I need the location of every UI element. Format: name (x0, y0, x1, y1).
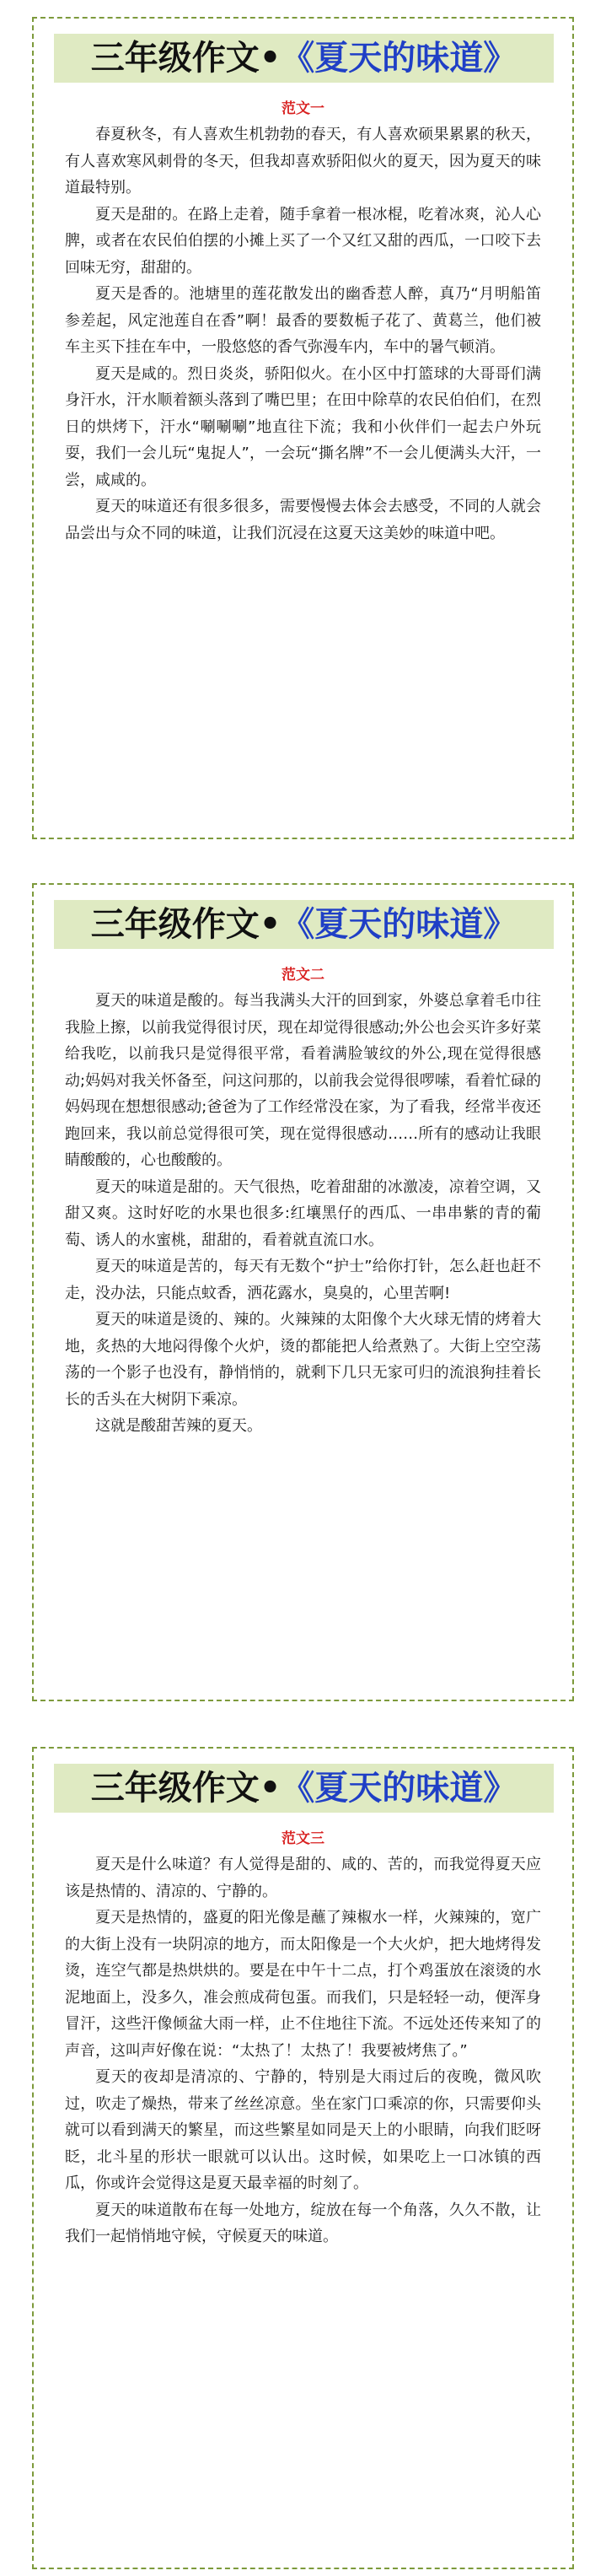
paragraph: 这就是酸甜苦辣的夏天。 (95, 1417, 262, 1435)
essay-label: 范文二 (282, 967, 324, 984)
paragraph: 春夏秋冬，有人喜欢生机勃勃的春天，有人喜欢硕果累累的秋天，有人喜欢寒风刺骨的冬天，但我却喜欢骄阳似火的夏天，因为夏天的味道最特别。 (65, 126, 541, 197)
title-prefix: 三年级作文• (90, 39, 282, 78)
essay-card-3 (32, 1747, 574, 2569)
essay-body (65, 988, 541, 1440)
paragraph: 夏天是热情的，盛夏的阳光像是蘸了辣椒水一样，火辣辣的，宽广的大街上没有一块阴凉的地方，而太阳像是一个大火炉，把大地烤得发烫，连空气都是热烘烘的。要是在中午十二点，打个鸡蛋放在滚烫的水泥地面上，没多久，准会煎成荷包蛋。而我们，只是轻轻一动，便浑身冒汗，这些汗像倾盆大雨一样，止不住地往下流。不远处还传来知了的声音，这叫声好像在说：“太热了！太热了！我要被烤焦了。” (65, 1909, 541, 2060)
essay-label: 范文三 (282, 1830, 324, 1847)
paragraph: 夏天的味道是酸的。每当我满头大汗的回到家，外婆总拿着毛巾往我脸上擦，以前我觉得很讨厌，现在却觉得很感动;外公也会买许多好菜给我吃，以前我只是觉得很平常，看着满脸皱纹的外公,现在觉得很感动;妈妈对我关怀备至，问这问那的，以前我会觉得很啰嗦，看着忙碌的妈妈现在想想很感动;爸爸为了工作经常没在家，为了看我，经常半夜还跑回来，我以前总觉得很可笑，现在觉得很感动……所有的感动让我眼睛酸酸的，心也酸酸的。 (65, 992, 541, 1169)
title-accent: 《夏天的味道》 (281, 39, 518, 78)
essay-label: 范文一 (282, 100, 324, 117)
essay-title (54, 905, 554, 944)
title-accent: 《夏天的味道》 (281, 1769, 518, 1808)
title-prefix: 三年级作文• (90, 1769, 282, 1808)
paragraph: 夏天是香的。池塘里的莲花散发出的幽香惹人醉，真乃“月明船笛参差起，风定池莲自在香”啊！最香的要数栀子花了、黄葛兰，他们被车主买下挂在车中，一股悠悠的香气弥漫车内，车中的暑气顿消。 (65, 285, 541, 356)
essay-body (65, 1851, 541, 2250)
paragraph: 夏天的味道是苦的，每天有无数个“护士”给你打针，怎么赶也赶不走，没办法，只能点蚊香，洒花露水，臭臭的，心里苦啊! (65, 1258, 541, 1302)
essay-card-1 (32, 17, 574, 839)
title-prefix: 三年级作文• (90, 905, 282, 944)
essay-card-2 (32, 883, 574, 1701)
title-banner (54, 34, 554, 83)
paragraph: 夏天的味道是烫的、辣的。火辣辣的太阳像个大火球无情的烤着大地，炙热的大地闷得像个火炉，烫的都能把人给煮熟了。大街上空空荡荡的一个影子也没有，静悄悄的，就剩下几只无家可归的流浪狗挂着长长的舌头在大树阴下乘凉。 (65, 1311, 541, 1409)
paragraph: 夏天的味道散布在每一处地方，绽放在每一个角落，久久不散，让我们一起悄悄地守候，守候夏天的味道。 (65, 2201, 541, 2245)
essay-title (54, 39, 554, 78)
essay-body (65, 121, 541, 547)
paragraph: 夏天的味道还有很多很多，需要慢慢去体会去感受，不同的人就会品尝出与众不同的味道，让我们沉浸在这夏天这美妙的味道中吧。 (65, 498, 541, 542)
paragraph: 夏天的味道是甜的。天气很热，吃着甜甜的冰激凌，凉着空调，又甜又爽。这时好吃的水果也很多:红壤黑仔的西瓜、一串串紫的青的葡萄、诱人的水蜜桃，甜甜的，看着就直流口水。 (65, 1178, 541, 1249)
paragraph: 夏天的夜却是清凉的、宁静的，特别是大雨过后的夜晚，微风吹过，吹走了燥热，带来了丝丝凉意。坐在家门口乘凉的你，只需要仰头就可以看到满天的繁星，而这些繁星如同是天上的小眼睛，向我们眨呀眨，北斗星的形状一眼就可以认出。这时候，如果吃上一口冰镇的西瓜，你或许会觉得这是夏天最幸福的时刻了。 (65, 2068, 541, 2192)
paragraph: 夏天是咸的。烈日炎炎，骄阳似火。在小区中打篮球的大哥哥们满身汗水，汗水顺着额头落到了嘴巴里；在田中除草的农民伯伯们，在烈日的烘烤下，汗水“唰唰唰”地直往下流；我和小伙伴们一起去户外玩耍，我们一会儿玩“鬼捉人”，一会玩“撕名牌”不一会儿便满头大汗，一尝，咸咸的。 (65, 364, 541, 489)
essay-title (54, 1769, 554, 1808)
title-accent: 《夏天的味道》 (281, 905, 518, 944)
title-banner (54, 1764, 554, 1813)
paragraph: 夏天是什么味道？有人觉得是甜的、咸的、苦的，而我觉得夏天应该是热情的、清凉的、宁静的。 (65, 1856, 541, 1900)
paragraph: 夏天是甜的。在路上走着，随手拿着一根冰棍，吃着冰爽，沁人心脾，或者在农民伯伯摆的小摊上买了一个又红又甜的西瓜，一口咬下去回味无穷，甜甜的。 (65, 205, 541, 277)
title-banner (54, 900, 554, 949)
